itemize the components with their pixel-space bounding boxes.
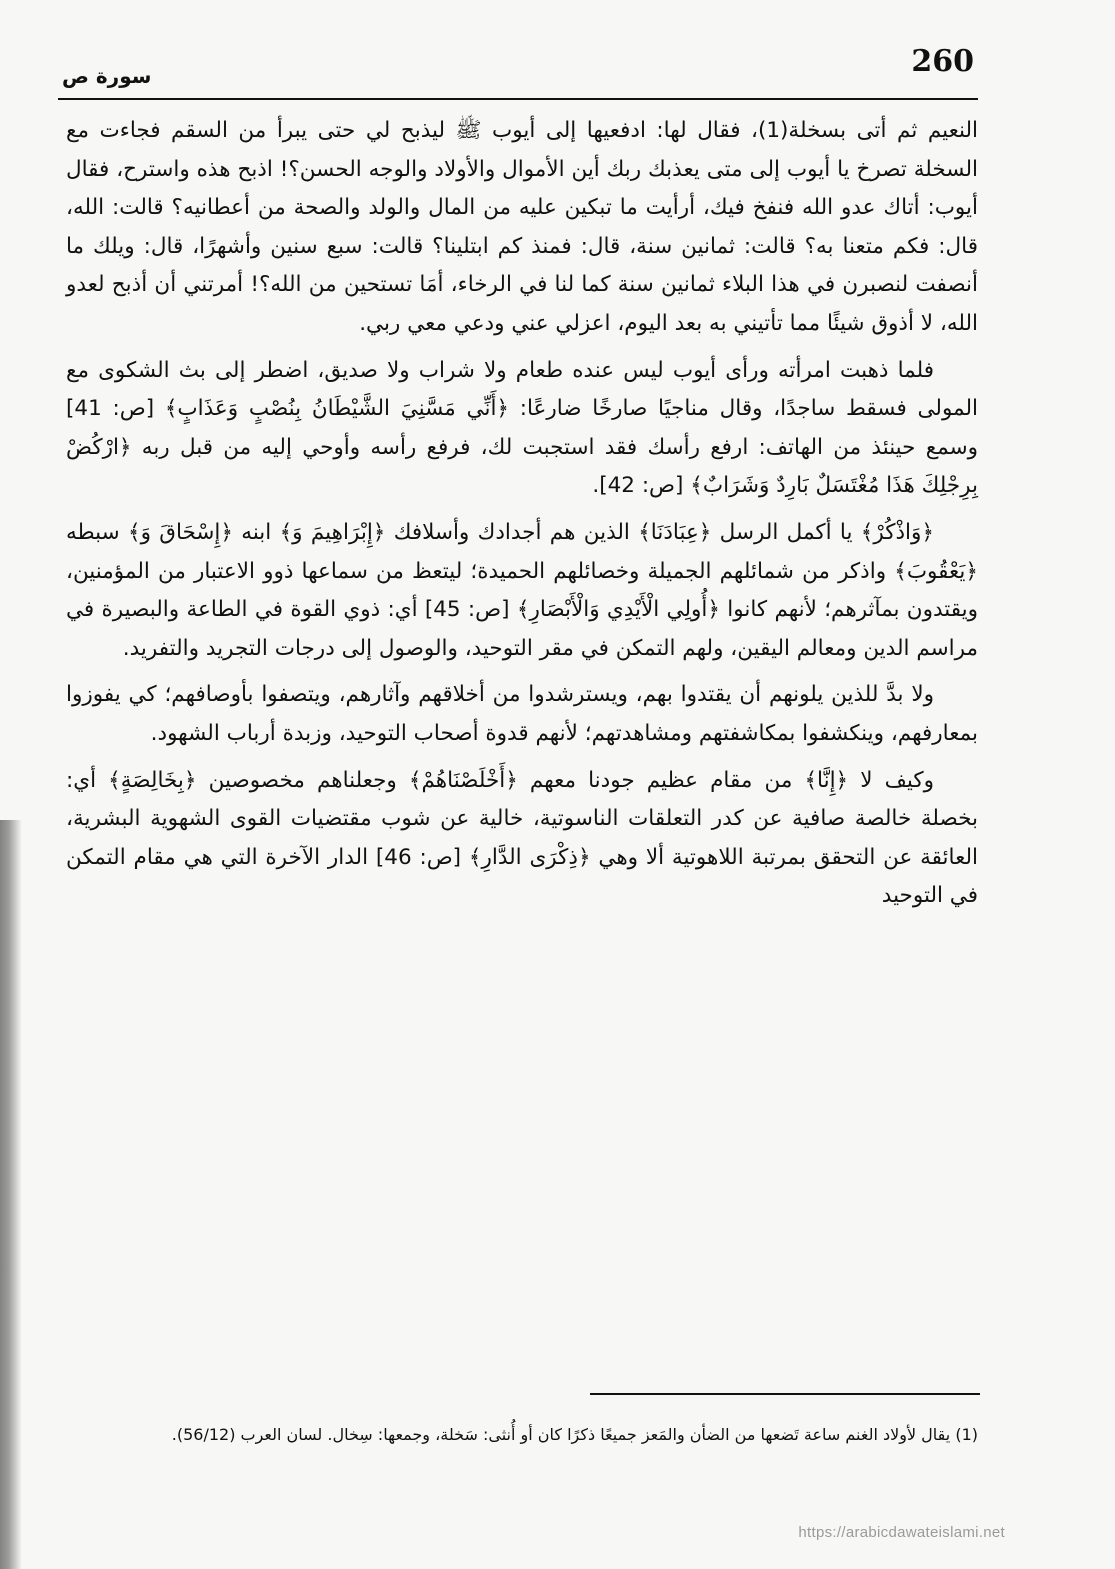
page-header [58, 38, 978, 100]
footnote [66, 1420, 978, 1450]
footnote-text: (1) يقال لأولاد الغنم ساعة تَضعها من الضأن والمَعز جميعًا ذكرًا كان أو أُنثى: سَخلة، وجمعها: سِخال. لسان العرب (56/12). [171, 1425, 978, 1444]
paragraph-2: فلما ذهبت امرأته ورأى أيوب ليس عنده طعام ولا شراب ولا صديق، اضطر إلى بث الشكوى مع المولى فسقط ساجدًا، وقال مناجيًا صارخًا ضارعًا: ﴿أَنِّي مَسَّنِيَ الشَّيْطَانُ بِنُصْبٍ وَعَذَابٍ﴾ [ص: 41] وسمع حينئذ من الهاتف: ارفع رأسك فقد استجبت لك، فرفع رأسه وأوحي إليه من قبل ربه ﴿ارْكُضْ بِرِجْلِكَ هَذَا مُغْتَسَلٌ بَارِدٌ وَشَرَابٌ﴾ [ص: 42]. [66, 357, 978, 499]
paragraph-4: ولا بدَّ للذين يلونهم أن يقتدوا بهم، ويسترشدوا من أخلاقهم وآثارهم، ويتصفوا بأوصافهم؛ كي يفوزوا بمعارفهم، وينكشفوا بمكاشفتهم ومشاهدتهم؛ لأنهم قدوة أصحاب التوحيد، وزبدة أرباب الشهود. [66, 682, 978, 746]
running-title: سورة ص [62, 64, 152, 88]
watermark-url: https://arabicdawateislami.net [798, 1524, 1005, 1541]
footnote-divider [590, 1393, 980, 1395]
paragraph-1: النعيم ثم أتى بسخلة(1)، فقال لها: ادفعيها إلى أيوب ﷺ ليذبح لي حتى يبرأ من السقم فجاءت مع السخلة تصرخ يا أيوب إلى متى يعذبك ربك أين الأموال والأولاد والوجه الحسن؟! اذبح هذه واسترح، فقال أيوب: أتاك عدو الله فنفخ فيك، أرأيت ما تبكين عليه من المال والولد والصحة من أعطانيه؟ قالت: الله، قال: فكم متعنا به؟ قالت: ثمانين سنة، قال: فمنذ كم ابتلينا؟ قالت: سبع سنين وأشهرًا، قال: ويلك ما أنصفت لنصبرن في هذا البلاء ثمانين سنة كما لنا في الرخاء، أمَا تستحين من الله؟! أمرتني أن أذبح لعدو الله، لا أذوق شيئًا مما تأتيني به بعد اليوم، اعزلي عني ودعي معي ربي. [66, 118, 978, 336]
scan-shadow [0, 820, 22, 1569]
main-text [66, 112, 978, 924]
paragraph-5: وكيف لا ﴿إِنَّا﴾ من مقام عظيم جودنا معهم ﴿أَخْلَصْنَاهُمْ﴾ وجعلناهم مخصوصين ﴿بِخَالِصَةٍ﴾ أي: بخصلة خالصة صافية عن كدر التعلقات الناسوتية، خالية عن شوب مقتضيات القوى الشهوية البشرية، العائقة عن التحقق بمرتبة اللاهوتية ألا وهي ﴿ذِكْرَى الدَّارِ﴾ [ص: 46] الدار الآخرة التي هي مقام التمكن في التوحيد [66, 767, 978, 909]
page-number: 260 [911, 44, 974, 79]
paragraph-3: ﴿وَاذْكُرْ﴾ يا أكمل الرسل ﴿عِبَادَنَا﴾ الذين هم أجدادك وأسلافك ﴿إِبْرَاهِيمَ وَ﴾ ابنه ﴿إِسْحَاقَ وَ﴾ سبطه ﴿يَعْقُوبَ﴾ واذكر من شمائلهم الجميلة وخصائلهم الحميدة؛ ليتعظ من سماعها ذوو الاعتبار من المؤمنين، ويقتدون بمآثرهم؛ لأنهم كانوا ﴿أُولِي الْأَيْدِي وَالْأَبْصَارِ﴾ [ص: 45] أي: ذوي القوة في الطاعة والبصيرة في مراسم الدين ومعالم اليقين، ولهم التمكن في مقر التوحيد، والوصول إلى درجات التجريد والتفريد. [66, 519, 978, 661]
